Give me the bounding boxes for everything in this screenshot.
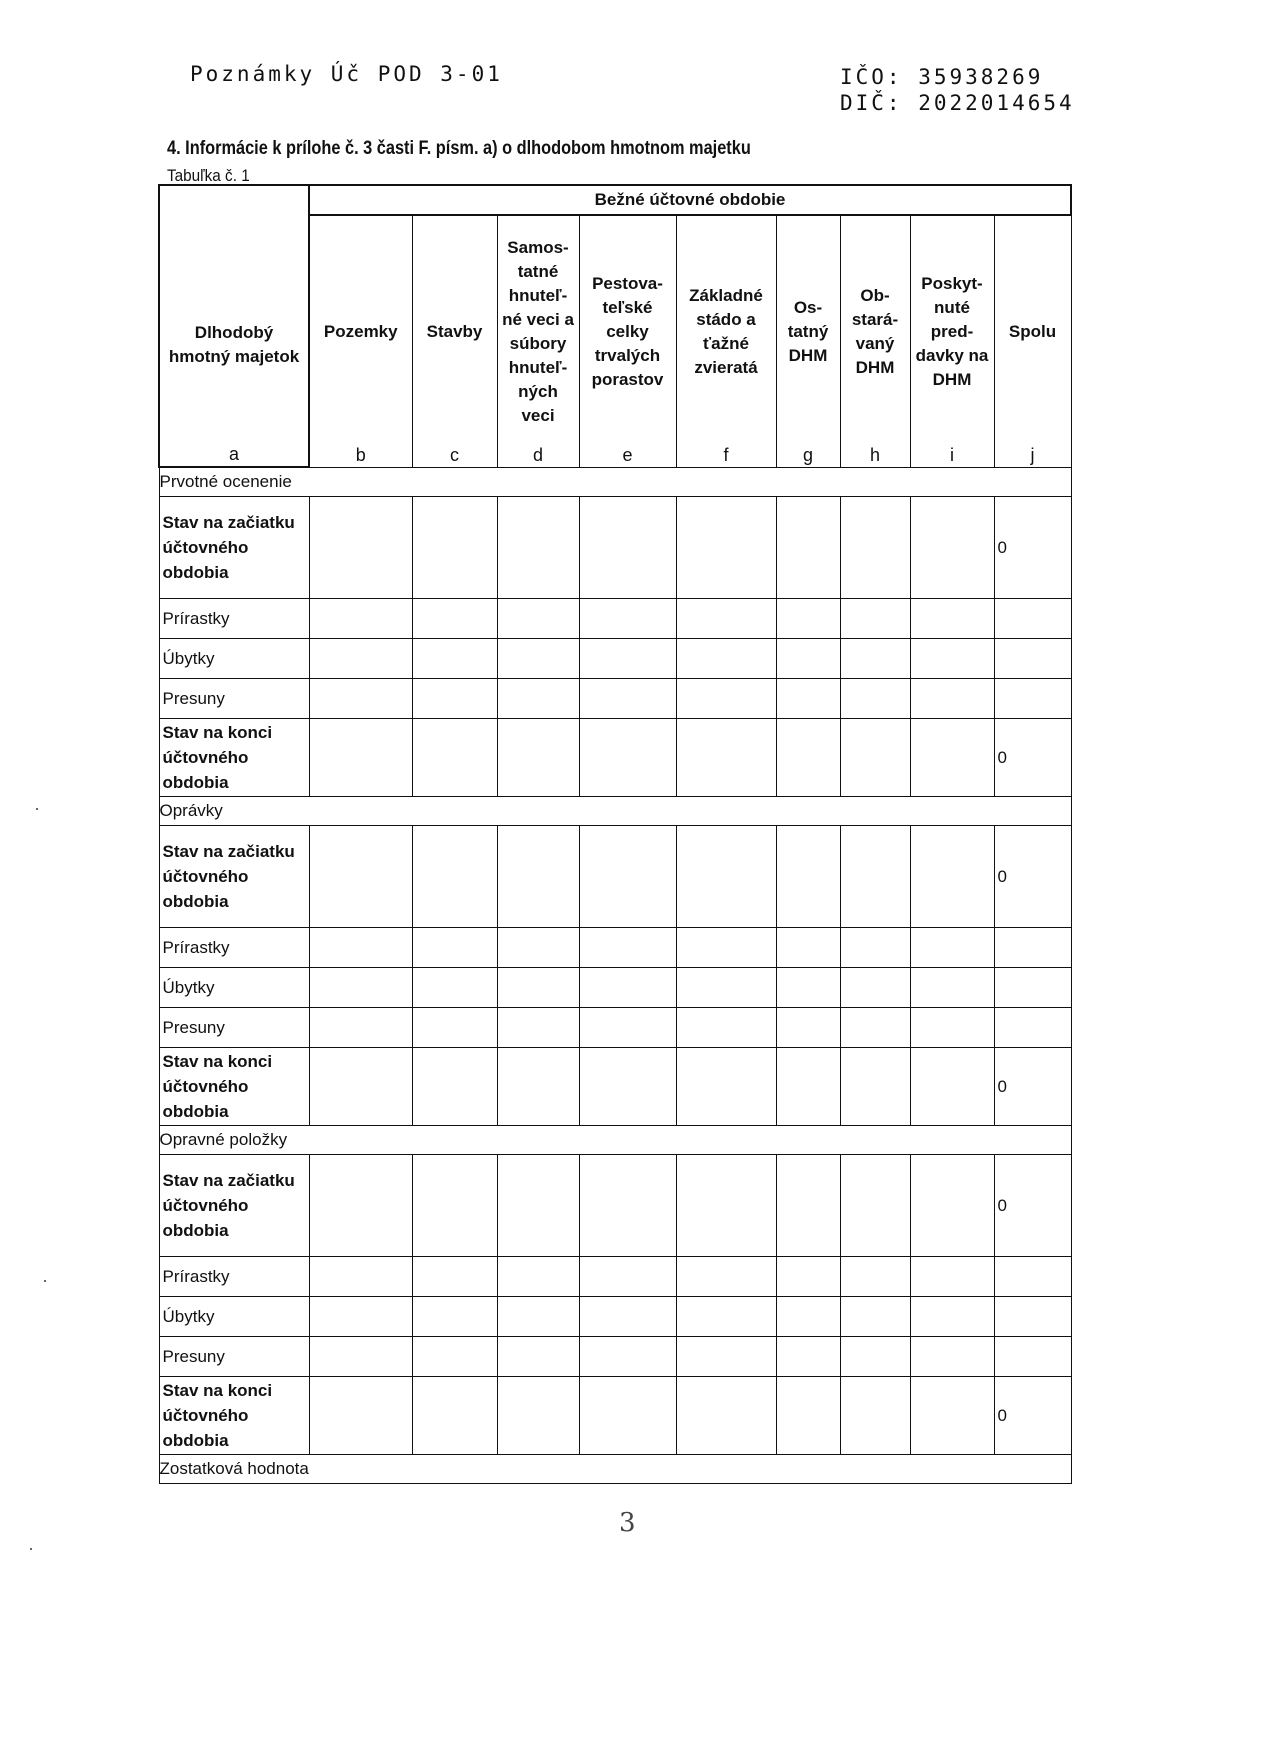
document-header-right <box>840 64 1075 116</box>
table-row <box>159 928 1071 968</box>
value-cell <box>309 928 412 968</box>
value-cell <box>579 1048 676 1126</box>
spolu-value-cell: 0 <box>994 1377 1071 1455</box>
column-header-label: Základné stádo a ťažné zvieratá <box>689 286 763 378</box>
value-cell <box>579 1257 676 1297</box>
value-cell <box>676 1048 776 1126</box>
value-cell <box>840 1155 910 1257</box>
value-cell <box>412 1048 497 1126</box>
value-cell <box>497 599 579 639</box>
scan-speck <box>44 1280 46 1282</box>
period-header: Bežné účtovné obdobie <box>309 185 1071 215</box>
value-cell <box>840 639 910 679</box>
spolu-value-cell <box>994 639 1071 679</box>
value-cell <box>579 1155 676 1257</box>
spolu-value-cell: 0 <box>994 719 1071 797</box>
value-cell <box>579 719 676 797</box>
value-cell <box>309 599 412 639</box>
value-cell <box>309 1008 412 1048</box>
value-cell <box>676 1008 776 1048</box>
row-label: Stav na začiatku účtovného obdobia <box>159 497 309 599</box>
column-header-label: Os- tatný DHM <box>787 298 829 366</box>
value-cell <box>309 968 412 1008</box>
row-label: Úbytky <box>159 968 309 1008</box>
value-cell <box>579 1297 676 1337</box>
value-cell <box>676 1155 776 1257</box>
column-header-letter: e <box>622 444 633 465</box>
spolu-value-cell: 0 <box>994 497 1071 599</box>
value-cell <box>676 497 776 599</box>
spolu-value-cell: 0 <box>994 1048 1071 1126</box>
value-cell <box>776 1377 840 1455</box>
value-cell <box>412 599 497 639</box>
value-cell <box>579 639 676 679</box>
value-cell <box>840 679 910 719</box>
column-header <box>676 215 776 467</box>
row-label: Úbytky <box>159 639 309 679</box>
row-label: Prírastky <box>159 599 309 639</box>
value-cell <box>579 928 676 968</box>
column-header <box>497 215 579 467</box>
section-title-row: Prvotné ocenenie <box>159 467 1071 497</box>
table-row <box>159 1297 1071 1337</box>
value-cell <box>910 1155 994 1257</box>
value-cell <box>412 1008 497 1048</box>
column-header-letter: i <box>950 444 954 465</box>
value-cell <box>579 1377 676 1455</box>
value-cell <box>676 1337 776 1377</box>
value-cell <box>776 639 840 679</box>
value-cell <box>309 1377 412 1455</box>
column-header <box>309 215 412 467</box>
value-cell <box>910 1337 994 1377</box>
table-row <box>159 1337 1071 1377</box>
row-header-letter: a <box>228 444 239 464</box>
value-cell <box>579 1337 676 1377</box>
column-header-label: Pozemky <box>323 322 398 342</box>
value-cell <box>309 826 412 928</box>
section-title-row: Oprávky <box>159 797 1071 826</box>
value-cell <box>776 826 840 928</box>
section-title-row: Opravné položky <box>159 1126 1071 1155</box>
value-cell <box>776 1297 840 1337</box>
value-cell <box>579 1008 676 1048</box>
value-cell <box>676 928 776 968</box>
value-cell <box>910 826 994 928</box>
row-label: Stav na začiatku účtovného obdobia <box>159 1155 309 1257</box>
row-label: Stav na konci účtovného obdobia <box>159 719 309 797</box>
value-cell <box>910 1257 994 1297</box>
table-row <box>159 1048 1071 1126</box>
value-cell <box>309 1337 412 1377</box>
footer-row: Zostatková hodnota <box>159 1455 1071 1484</box>
column-header <box>579 215 676 467</box>
value-cell <box>412 679 497 719</box>
value-cell <box>412 1155 497 1257</box>
row-label: Presuny <box>159 1337 309 1377</box>
value-cell <box>776 497 840 599</box>
value-cell <box>910 928 994 968</box>
dic-number: DIČ: 2022014654 <box>840 91 1075 115</box>
value-cell <box>840 1377 910 1455</box>
value-cell <box>910 1048 994 1126</box>
value-cell <box>676 719 776 797</box>
value-cell <box>776 599 840 639</box>
value-cell <box>910 679 994 719</box>
value-cell <box>840 497 910 599</box>
value-cell <box>910 1297 994 1337</box>
value-cell <box>412 639 497 679</box>
column-header-label: Ob- stará- vaný DHM <box>851 286 899 378</box>
value-cell <box>676 826 776 928</box>
value-cell <box>840 928 910 968</box>
value-cell <box>776 928 840 968</box>
table-caption: Tabuľka č. 1 <box>167 166 250 185</box>
value-cell <box>309 719 412 797</box>
value-cell <box>412 497 497 599</box>
page-number: 3 <box>619 1508 636 1538</box>
column-header <box>412 215 497 467</box>
value-cell <box>412 1337 497 1377</box>
value-cell <box>579 826 676 928</box>
spolu-value-cell <box>994 928 1071 968</box>
value-cell <box>412 826 497 928</box>
value-cell <box>497 826 579 928</box>
column-header-letter: c <box>450 444 459 465</box>
column-header <box>840 215 910 467</box>
table-row <box>159 497 1071 599</box>
value-cell <box>579 497 676 599</box>
value-cell <box>579 599 676 639</box>
value-cell <box>676 1257 776 1297</box>
spolu-value-cell <box>994 599 1071 639</box>
table-row <box>159 1155 1071 1257</box>
row-label: Prírastky <box>159 928 309 968</box>
value-cell <box>412 719 497 797</box>
table-row <box>159 719 1071 797</box>
column-header-letter: j <box>1030 444 1035 465</box>
spolu-value-cell: 0 <box>994 826 1071 928</box>
value-cell <box>309 1155 412 1257</box>
column-header-label: Pestova- teľské celky trvalých porastov <box>591 274 664 390</box>
row-label: Prírastky <box>159 1257 309 1297</box>
value-cell <box>497 1337 579 1377</box>
value-cell <box>676 679 776 719</box>
value-cell <box>776 968 840 1008</box>
column-header <box>910 215 994 467</box>
value-cell <box>840 826 910 928</box>
value-cell <box>497 1297 579 1337</box>
column-header-letter: b <box>355 444 366 465</box>
column-header-label: Poskyt- nuté pred- davky na DHM <box>915 274 989 390</box>
value-cell <box>840 1048 910 1126</box>
value-cell <box>776 1048 840 1126</box>
value-cell <box>309 679 412 719</box>
row-header-label: Dlhodobý hmotný majetok <box>168 323 300 366</box>
spolu-value-cell <box>994 1337 1071 1377</box>
value-cell <box>910 599 994 639</box>
value-cell <box>910 1008 994 1048</box>
table-row <box>159 639 1071 679</box>
table-row <box>159 599 1071 639</box>
row-label: Stav na začiatku účtovného obdobia <box>159 826 309 928</box>
row-header-cell <box>159 185 309 467</box>
value-cell <box>676 599 776 639</box>
value-cell <box>309 1257 412 1297</box>
value-cell <box>412 928 497 968</box>
value-cell <box>910 497 994 599</box>
table-row <box>159 679 1071 719</box>
table-row <box>159 1257 1071 1297</box>
table-row <box>159 1377 1071 1455</box>
value-cell <box>840 1337 910 1377</box>
value-cell <box>776 1008 840 1048</box>
column-header-label: Samos- tatné hnuteľ- né veci a súbory hnuteľ- ných veci <box>502 238 574 426</box>
row-label: Presuny <box>159 679 309 719</box>
value-cell <box>676 1297 776 1337</box>
value-cell <box>497 968 579 1008</box>
spolu-value-cell <box>994 1257 1071 1297</box>
value-cell <box>676 639 776 679</box>
value-cell <box>309 1297 412 1337</box>
value-cell <box>497 1257 579 1297</box>
value-cell <box>579 968 676 1008</box>
value-cell <box>910 968 994 1008</box>
ico-number: IČO: 35938269 <box>840 65 1044 89</box>
value-cell <box>676 1377 776 1455</box>
value-cell <box>676 968 776 1008</box>
row-label: Úbytky <box>159 1297 309 1337</box>
value-cell <box>497 497 579 599</box>
column-header-label: Stavby <box>426 322 483 342</box>
value-cell <box>776 1155 840 1257</box>
value-cell <box>497 639 579 679</box>
column-header-letter: h <box>869 444 880 465</box>
spolu-value-cell <box>994 679 1071 719</box>
table-row <box>159 968 1071 1008</box>
table-row <box>159 1008 1071 1048</box>
value-cell <box>497 1008 579 1048</box>
table-row <box>159 826 1071 928</box>
value-cell <box>910 719 994 797</box>
value-cell <box>840 599 910 639</box>
value-cell <box>497 1155 579 1257</box>
row-label: Presuny <box>159 1008 309 1048</box>
value-cell <box>412 1257 497 1297</box>
value-cell <box>776 719 840 797</box>
value-cell <box>910 639 994 679</box>
spolu-value-cell: 0 <box>994 1155 1071 1257</box>
column-header-letter: d <box>532 444 543 465</box>
value-cell <box>412 1377 497 1455</box>
value-cell <box>776 1337 840 1377</box>
section-title: 4. Informácie k prílohe č. 3 časti F. písm. a) o dlhodobom hmotnom majetku <box>167 138 751 159</box>
value-cell <box>497 679 579 719</box>
value-cell <box>497 719 579 797</box>
column-header <box>776 215 840 467</box>
spolu-value-cell <box>994 1008 1071 1048</box>
value-cell <box>840 1297 910 1337</box>
asset-table <box>158 184 1072 1484</box>
value-cell <box>497 1377 579 1455</box>
value-cell <box>412 968 497 1008</box>
column-header <box>994 215 1071 467</box>
value-cell <box>840 1008 910 1048</box>
value-cell <box>776 679 840 719</box>
value-cell <box>497 1048 579 1126</box>
column-header-letter: g <box>802 444 813 465</box>
value-cell <box>497 928 579 968</box>
value-cell <box>309 497 412 599</box>
value-cell <box>840 719 910 797</box>
value-cell <box>910 1377 994 1455</box>
value-cell <box>776 1257 840 1297</box>
value-cell <box>309 639 412 679</box>
spolu-value-cell <box>994 968 1071 1008</box>
scan-speck <box>30 1548 32 1550</box>
value-cell <box>309 1048 412 1126</box>
value-cell <box>840 1257 910 1297</box>
value-cell <box>840 968 910 1008</box>
scan-speck <box>36 808 38 810</box>
row-label: Stav na konci účtovného obdobia <box>159 1048 309 1126</box>
document-header-left: Poznámky Úč POD 3-01 <box>190 62 503 86</box>
column-header-letter: f <box>723 444 729 465</box>
value-cell <box>579 679 676 719</box>
row-label: Stav na konci účtovného obdobia <box>159 1377 309 1455</box>
value-cell <box>412 1297 497 1337</box>
spolu-value-cell <box>994 1297 1071 1337</box>
column-header-label: Spolu <box>1008 322 1057 342</box>
